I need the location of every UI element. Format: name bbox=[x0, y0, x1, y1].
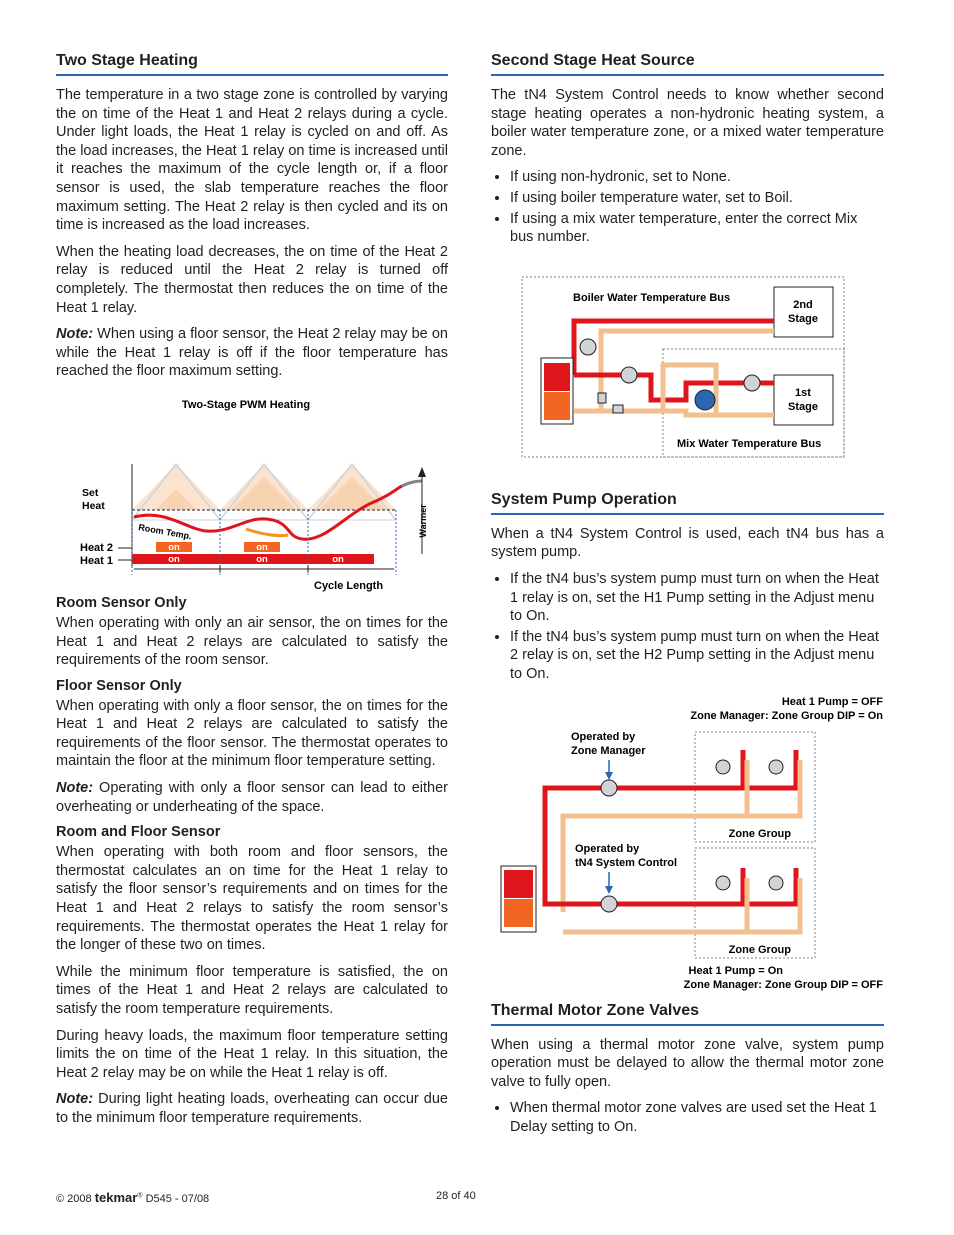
on-label: on bbox=[256, 553, 268, 565]
copyright: © 2008 bbox=[56, 1193, 92, 1205]
stage1-label: Stage bbox=[788, 400, 818, 413]
note bbox=[56, 325, 448, 381]
note-text: During light heating loads, overheating can occur due to the minimum floor temperature requirements. bbox=[56, 1091, 448, 1126]
stage-piping-diagram bbox=[491, 255, 884, 491]
boiler-warm bbox=[544, 392, 570, 420]
heading-thermal-motor-zone-valves: Thermal Motor Zone Valves bbox=[491, 1002, 884, 1026]
room-temp-label: Room Temp. bbox=[137, 522, 193, 542]
stage2-label: 2nd bbox=[793, 298, 813, 311]
note bbox=[56, 779, 448, 816]
zone-valve-icon bbox=[716, 760, 730, 774]
heat-label: Heat bbox=[82, 499, 105, 512]
note-label: Note: bbox=[56, 780, 94, 797]
boiler-hot bbox=[504, 870, 533, 898]
heading-room-sensor-only: Room Sensor Only bbox=[56, 594, 187, 611]
pump-icon bbox=[744, 375, 760, 391]
on-label: on bbox=[168, 541, 180, 553]
paragraph: When operating with only a floor sensor, the on times for the Heat 1 and Heat 2 relays are calculated to satisfy the requirements of the floor sensor. The thermostat operates to maintain the floor at the minimum floor temperature setting. bbox=[56, 697, 448, 770]
paragraph: When operating with both room and floor sensors, the thermostat calculates an on time for the Heat 1 relay to satisfy the floor sensor’s requirements and on times for the Heat 1 and Heat 2 relays to satisfy the room sensor’s requirements. The thermostat operates the Heat 1 relay for the longer of these two on times. bbox=[56, 844, 448, 954]
heading-room-and-floor-sensor: Room and Floor Sensor bbox=[56, 824, 221, 841]
bottom-note-2: Zone Manager: Zone Group DIP = OFF bbox=[683, 978, 883, 991]
heading-two-stage-heating: Two Stage Heating bbox=[56, 52, 448, 76]
top-note-2: Zone Manager: Zone Group DIP = On bbox=[690, 709, 883, 722]
list-item: • If using a mix water temperature, enter the correct Mix bus number. bbox=[510, 210, 884, 247]
note-text: When using a floor sensor, the Heat 2 relay may be on while the Heat 1 relay is off if the floor temperature has reached the floor maximum setting. bbox=[56, 326, 448, 380]
heat2-label: Heat 2 bbox=[80, 541, 114, 554]
list-item: • If using non-hydronic, set to None. bbox=[510, 168, 884, 187]
bullet-list bbox=[491, 570, 884, 684]
zone-valve-icon bbox=[769, 876, 783, 890]
zone-group-diagram bbox=[491, 692, 884, 1002]
cycle-length-label: Cycle Length bbox=[314, 579, 384, 592]
paragraph: The temperature in a two stage zone is controlled by varying the on time of the Heat 1 and Heat 2 relays during a cycle. Under light loads, the Heat 1 relay is cycled on and off. As the load increases, the Heat 1 relay on time is increased until it reaches the maximum of the cycle length or, if a floor sensor is used, the slab temperature reaches the floor maximum setting. The Heat 2 relay is then cycled and its on time is increased as the load increases. bbox=[56, 87, 448, 234]
bullet-list bbox=[491, 1099, 884, 1136]
heat1-label: Heat 1 bbox=[80, 554, 114, 567]
note-label: Note: bbox=[56, 1091, 94, 1108]
zone-valve-icon bbox=[716, 876, 730, 890]
list-item: • If the tN4 bus’s system pump must turn on when the Heat 1 relay is on, set the H1 Pump setting in the Adjust menu to On. bbox=[510, 570, 884, 626]
boiler-hot bbox=[544, 363, 570, 391]
stage1-box bbox=[774, 375, 833, 425]
pwm-title: Two-Stage PWM Heating bbox=[181, 398, 311, 411]
operated-by-tn4: Operated by bbox=[575, 842, 640, 855]
boiler-warm bbox=[504, 899, 533, 927]
paragraph: When using a thermal motor zone valve, system pump operation must be delayed to allow the thermal motor zone valve to fully open. bbox=[491, 1036, 884, 1090]
top-note-1: Heat 1 Pump = OFF bbox=[781, 695, 883, 708]
on-label: on bbox=[256, 541, 268, 553]
system-pump-diagram bbox=[491, 692, 884, 1002]
right-column bbox=[491, 52, 884, 1144]
second-stage-diagram bbox=[491, 255, 884, 491]
arrow-down-icon bbox=[605, 886, 613, 894]
zone-valve-icon bbox=[769, 760, 783, 774]
paragraph: The tN4 System Control needs to know whether second stage heating operates a non-hydronic heating system, a boiler water temperature zone, or a mixed water temperature zone. bbox=[491, 87, 884, 159]
list-item: • If the tN4 bus’s system pump must turn on when the Heat 2 relay is on, set the H2 Pump setting in the Adjust menu to On. bbox=[510, 628, 884, 684]
operated-by-zm: Operated by bbox=[571, 730, 636, 743]
set-label: Set bbox=[82, 486, 99, 499]
boiler-bus-label: Boiler Water Temperature Bus bbox=[573, 291, 731, 304]
arrow-up-icon bbox=[418, 467, 426, 477]
note-text: Operating with only a floor sensor can lead to either overheating or underheating of the space. bbox=[56, 780, 448, 815]
pwm-heating-diagram bbox=[56, 389, 448, 595]
heading-system-pump-operation: System Pump Operation bbox=[491, 491, 884, 515]
list-item: • If using boiler temperature water, set to Boil. bbox=[510, 189, 884, 208]
left-column bbox=[56, 52, 448, 1136]
list-item: • When thermal motor zone valves are used set the Heat 1 Delay setting to On. bbox=[510, 1099, 884, 1136]
registered-mark: ® bbox=[137, 1192, 143, 1200]
paragraph: When a tN4 System Control is used, each tN4 bus has a system pump. bbox=[491, 525, 884, 561]
two-stage-pwm-figure bbox=[56, 389, 448, 595]
operated-by-tn4: tN4 System Control bbox=[575, 856, 678, 869]
note bbox=[56, 1090, 448, 1127]
page-number: 28 of 40 bbox=[436, 1190, 476, 1202]
pump-icon bbox=[601, 896, 617, 912]
hot-pipe bbox=[545, 750, 796, 892]
brand-logo: tekmar bbox=[94, 1190, 138, 1205]
doc-number: D545 - 07/08 bbox=[145, 1193, 210, 1205]
check-valve-icon bbox=[598, 393, 606, 403]
stage1-label: 1st bbox=[795, 386, 811, 399]
warmer-label: Warmer bbox=[418, 504, 428, 538]
cool-pipe bbox=[574, 411, 774, 415]
on-label: on bbox=[332, 553, 344, 565]
footer-left bbox=[56, 1190, 209, 1205]
pump-icon bbox=[580, 339, 596, 355]
heading-floor-sensor-only: Floor Sensor Only bbox=[56, 677, 182, 694]
zone-group-label: Zone Group bbox=[728, 827, 791, 840]
paragraph: When operating with only an air sensor, the on times for the Heat 1 and Heat 2 relays are calculated to satisfy the requirements of the room sensor. bbox=[56, 614, 448, 669]
zone-group-label: Zone Group bbox=[728, 943, 791, 956]
pump-icon bbox=[621, 367, 637, 383]
hot-pipe bbox=[545, 868, 796, 904]
stage2-label: Stage bbox=[788, 312, 818, 325]
bottom-note-1: Heat 1 Pump = On bbox=[688, 964, 783, 977]
mixing-valve-icon bbox=[695, 390, 715, 410]
paragraph: During heavy loads, the maximum floor temperature setting limits the on time of the Heat 1 relay. In this situation, the Heat 2 relay may be on while the Heat 1 relay is off. bbox=[56, 1027, 448, 1081]
room-temp-curve-tail bbox=[402, 481, 422, 486]
pump-icon bbox=[601, 780, 617, 796]
operated-by-zm: Zone Manager bbox=[571, 744, 646, 757]
heading-second-stage-heat-source: Second Stage Heat Source bbox=[491, 52, 884, 76]
note-label: Note: bbox=[56, 326, 94, 343]
on-label: on bbox=[168, 553, 180, 565]
arrow-down-icon bbox=[605, 772, 613, 780]
bullet-list bbox=[491, 168, 884, 246]
mix-bus-label: Mix Water Temperature Bus bbox=[677, 437, 822, 450]
room-temp-curve-heat2 bbox=[246, 529, 288, 536]
check-valve-icon bbox=[613, 405, 623, 413]
paragraph: While the minimum floor temperature is satisfied, the on times of the Heat 1 and Heat 2 relays are calculated to satisfy the room temperature requirements. bbox=[56, 963, 448, 1017]
stage2-box bbox=[774, 287, 833, 337]
paragraph: When the heating load decreases, the on time of the Heat 2 relay is reduced until the Heat 2 relay is turned off completely. The thermostat then reduces the on time of the Heat 1 relay. bbox=[56, 243, 448, 316]
